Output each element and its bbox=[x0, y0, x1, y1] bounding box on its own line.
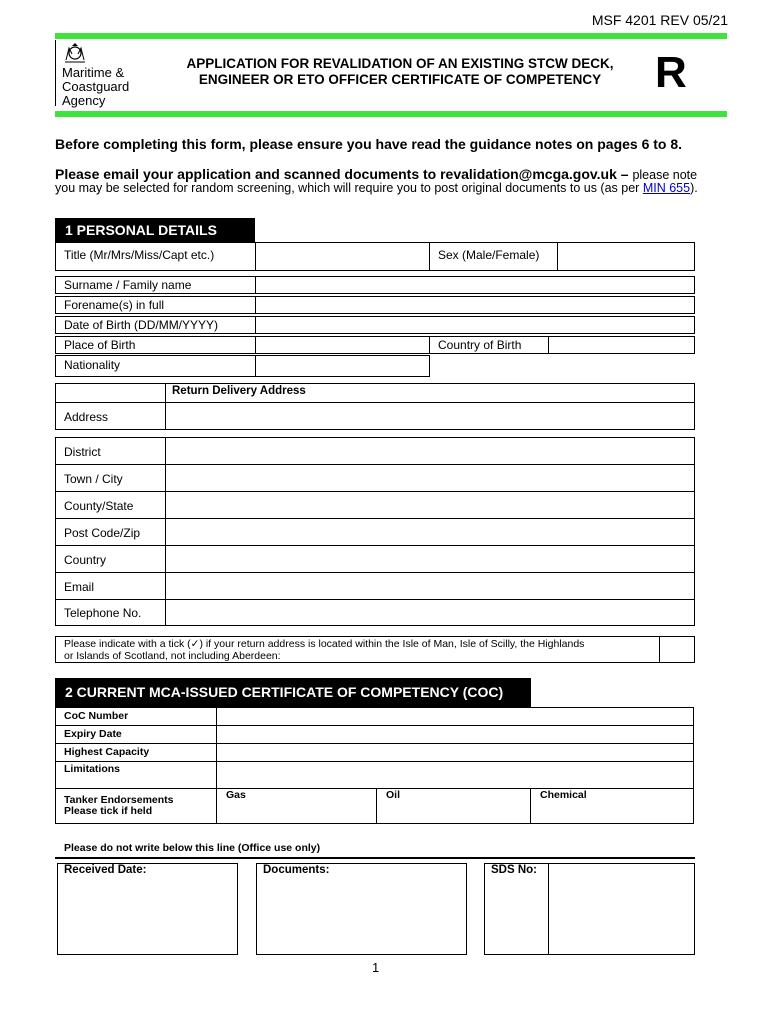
sex-input[interactable] bbox=[557, 242, 695, 271]
district-input[interactable] bbox=[165, 437, 695, 465]
postcode-input[interactable] bbox=[165, 518, 695, 546]
expiry-label-cell: Expiry Date bbox=[55, 725, 217, 744]
capacity-input[interactable] bbox=[216, 743, 694, 762]
royal-crest-icon bbox=[62, 42, 88, 64]
documents-box: Documents: bbox=[256, 863, 467, 955]
guidance-notice: Before completing this form, please ensure you have read the guidance notes on pages 6 to 8. bbox=[55, 136, 683, 152]
title-input[interactable] bbox=[255, 242, 430, 271]
remote-address-checkbox[interactable] bbox=[659, 636, 695, 663]
pob-label-cell: Place of Birth bbox=[55, 336, 256, 354]
county-input[interactable] bbox=[165, 491, 695, 519]
address-input[interactable] bbox=[165, 402, 695, 430]
title-label-cell: Title (Mr/Mrs/Miss/Capt etc.) bbox=[55, 242, 256, 271]
office-divider-line bbox=[55, 857, 695, 859]
min-655-link[interactable]: MIN 655 bbox=[642, 181, 691, 195]
surname-label-cell: Surname / Family name bbox=[55, 276, 256, 294]
dob-input[interactable] bbox=[255, 316, 695, 334]
forename-input[interactable] bbox=[255, 296, 695, 314]
section-2-heading: 2 CURRENT MCA-ISSUED CERTIFICATE OF COMPETENCY (COC) bbox=[55, 678, 531, 707]
telephone-input[interactable] bbox=[165, 599, 695, 626]
received-date-box: Received Date: bbox=[57, 863, 238, 955]
country-label-cell: Country bbox=[55, 545, 166, 573]
screening-note: you may be selected for random screening, which will require you to post original documents to us (as per MIN 655). bbox=[55, 181, 698, 195]
gas-checkbox-cell[interactable]: Gas bbox=[216, 788, 377, 824]
sds-label-box: SDS No: bbox=[484, 863, 549, 955]
coc-number-input[interactable] bbox=[216, 707, 694, 726]
nationality-label-cell: Nationality bbox=[55, 355, 256, 377]
district-label-cell: District bbox=[55, 437, 166, 465]
email-instruction: Please email your application and scanned documents to revalidation@mcga.gov.uk – please note bbox=[55, 166, 698, 182]
dob-label-cell: Date of Birth (DD/MM/YYYY) bbox=[55, 316, 256, 334]
page-number: 1 bbox=[372, 960, 380, 975]
top-accent-bar bbox=[55, 33, 727, 39]
tick-instruction-cell: Please indicate with a tick (✓) if your return address is located within the Isle of Man, Isle of Scilly, the Highlands or Islands of Scotland, not including Aberdeen: bbox=[55, 636, 660, 663]
tanker-label-cell: Tanker Endorsements Please tick if held bbox=[55, 788, 217, 824]
coc-number-label-cell: CoC Number bbox=[55, 707, 217, 726]
county-label-cell: County/State bbox=[55, 491, 166, 519]
sex-label-cell: Sex (Male/Female) bbox=[429, 242, 558, 271]
postcode-label-cell: Post Code/Zip bbox=[55, 518, 166, 546]
address-label-cell: Address bbox=[55, 402, 166, 430]
logo-divider bbox=[55, 40, 56, 106]
expiry-input[interactable] bbox=[216, 725, 694, 744]
cob-label-cell: Country of Birth bbox=[429, 336, 549, 354]
return-address-header: Return Delivery Address bbox=[165, 383, 695, 403]
address-header-spacer bbox=[55, 383, 166, 403]
sds-number-box bbox=[548, 863, 695, 955]
form-title: APPLICATION FOR REVALIDATION OF AN EXISTING STCW DECK, ENGINEER OR ETO OFFICER CERTIFICATE OF COMPETENCY bbox=[186, 56, 614, 87]
limitations-label-cell: Limitations bbox=[55, 761, 217, 789]
agency-name: Maritime & Coastguard Agency bbox=[62, 65, 130, 108]
town-label-cell: Town / City bbox=[55, 464, 166, 492]
header-bottom-bar bbox=[55, 111, 727, 117]
telephone-label-cell: Telephone No. bbox=[55, 599, 166, 626]
forename-label-cell: Forename(s) in full bbox=[55, 296, 256, 314]
cob-input[interactable] bbox=[548, 336, 695, 354]
capacity-label-cell: Highest Capacity bbox=[55, 743, 217, 762]
surname-input[interactable] bbox=[255, 276, 695, 294]
email-label-cell: Email bbox=[55, 572, 166, 600]
country-input[interactable] bbox=[165, 545, 695, 573]
town-input[interactable] bbox=[165, 464, 695, 492]
section-1-heading: 1 PERSONAL DETAILS bbox=[55, 218, 255, 242]
form-letter: R bbox=[655, 48, 687, 97]
chemical-checkbox-cell[interactable]: Chemical bbox=[530, 788, 694, 824]
office-use-notice: Please do not write below this line (Office use only) bbox=[64, 842, 321, 854]
oil-checkbox-cell[interactable]: Oil bbox=[376, 788, 531, 824]
form-reference: MSF 4201 REV 05/21 bbox=[591, 12, 728, 28]
nationality-input[interactable] bbox=[255, 355, 430, 377]
email-input[interactable] bbox=[165, 572, 695, 600]
limitations-input[interactable] bbox=[216, 761, 694, 789]
pob-input[interactable] bbox=[255, 336, 430, 354]
